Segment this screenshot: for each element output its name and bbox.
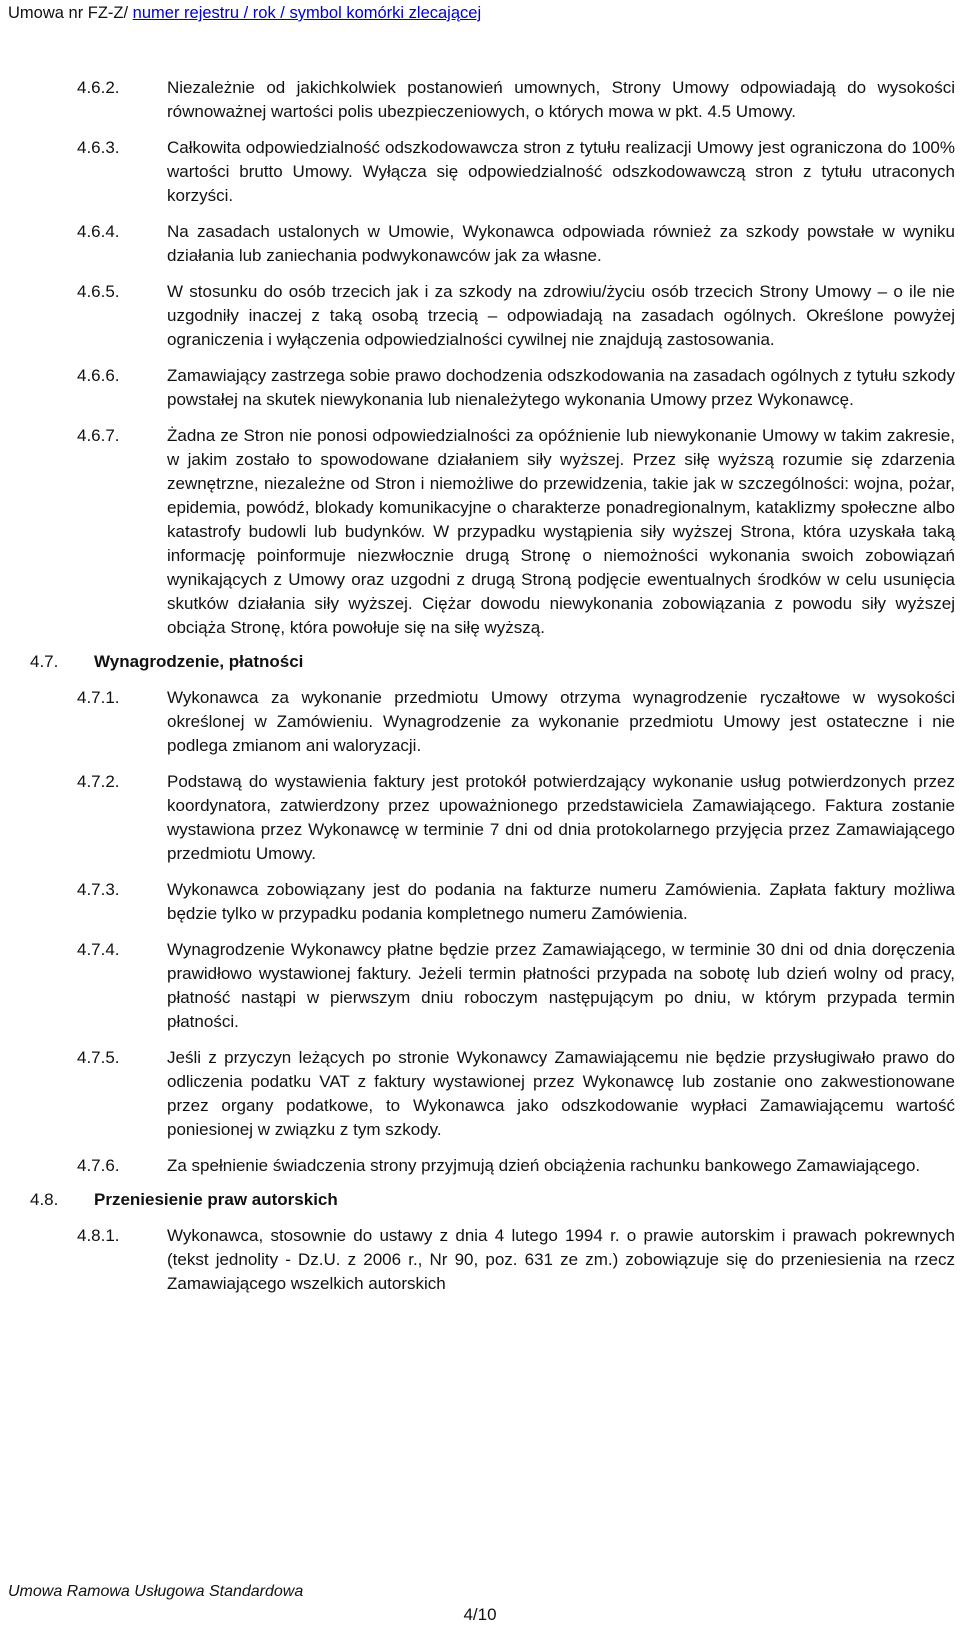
clause-item bbox=[0, 1224, 960, 1296]
section-title: Wynagrodzenie, płatności bbox=[94, 652, 304, 671]
clause-item bbox=[0, 878, 960, 926]
clause-group-4-6 bbox=[0, 76, 960, 640]
clause-number: 4.6.3. bbox=[77, 138, 120, 157]
clause-group-4-7 bbox=[0, 686, 960, 1178]
clause-text: Za spełnienie świadczenia strony przyjmują dzień obciążenia rachunku bankowego Zamawiającego. bbox=[167, 1156, 921, 1175]
clause-item bbox=[0, 686, 960, 758]
clause-item bbox=[0, 1154, 960, 1178]
clause-item bbox=[0, 136, 960, 208]
clause-item bbox=[0, 76, 960, 124]
document-body bbox=[0, 76, 960, 1308]
clause-text: Podstawą do wystawienia faktury jest protokół potwierdzający wykonanie usług potwierdzonych przez koordynatora, zatwierdzony przez upoważnionego przedstawiciela Zamawiającego. Faktura zostanie wystawiona przez Wykonawcę w terminie 7 dni od dnia protokolarnego przyjęcia przez Zamawiającego przedmiotu Umowy. bbox=[167, 772, 955, 863]
clause-number: 4.6.4. bbox=[77, 222, 120, 241]
clause-item bbox=[0, 220, 960, 268]
clause-item bbox=[0, 770, 960, 866]
section-title: Przeniesienie praw autorskich bbox=[94, 1190, 338, 1209]
clause-number: 4.6.5. bbox=[77, 282, 120, 301]
clause-item bbox=[0, 364, 960, 412]
clause-text: Jeśli z przyczyn leżących po stronie Wykonawcy Zamawiającemu nie będzie przysługiwało prawo do odliczenia podatku VAT z faktury wystawionej przez Wykonawcę lub zostanie ono zakwestionowane przez organy podatkowe, to Wykonawca jako odszkodowanie wypłaci Zamawiającemu wartość poniesionej w związku z tym szkody. bbox=[167, 1048, 955, 1139]
footer-document-name: Umowa Ramowa Usługowa Standardowa bbox=[8, 1583, 304, 1600]
clause-number: 4.7.1. bbox=[77, 688, 120, 707]
header-registry-link[interactable]: numer rejestru / rok / symbol komórki zlecającej bbox=[132, 4, 482, 22]
clause-number: 4.6.6. bbox=[77, 366, 120, 385]
page-header bbox=[8, 4, 481, 23]
clause-number: 4.7.3. bbox=[77, 880, 120, 899]
section-number: 4.8. bbox=[30, 1190, 59, 1209]
section-heading-4-7 bbox=[0, 650, 960, 676]
clause-item bbox=[0, 280, 960, 352]
header-contract-number: Umowa nr FZ-Z/ bbox=[8, 4, 133, 22]
footer-page-number: 4/10 bbox=[463, 1605, 497, 1624]
clause-text: Niezależnie od jakichkolwiek postanowień umownych, Strony Umowy odpowiadają do wysokości równoważnej wartości polis ubezpieczeniowych, o których mowa w pkt. 4.5 Umowy. bbox=[167, 78, 955, 121]
clause-number: 4.7.4. bbox=[77, 940, 120, 959]
clause-item bbox=[0, 424, 960, 640]
clause-group-4-8 bbox=[0, 1224, 960, 1296]
section-number: 4.7. bbox=[30, 652, 59, 671]
clause-text: Zamawiający zastrzega sobie prawo dochodzenia odszkodowania na zasadach ogólnych z tytułu szkody powstałej na skutek niewykonania lub nienależytego wykonania Umowy przez Wykonawcę. bbox=[167, 366, 955, 409]
clause-number: 4.8.1. bbox=[77, 1226, 120, 1245]
clause-number: 4.7.5. bbox=[77, 1048, 120, 1067]
clause-number: 4.6.2. bbox=[77, 78, 120, 97]
clause-text: W stosunku do osób trzecich jak i za szkody na zdrowiu/życiu osób trzecich Strony Umowy – o ile nie uzgodniły inaczej z taką osobą trzecią – odpowiadają na zasadach ogólnych. Określone powyżej ograniczenia i wyłączenia odpowiedzialności cywilnej nie znajdują zastosowania. bbox=[167, 282, 955, 349]
clause-item bbox=[0, 938, 960, 1034]
clause-text: Wynagrodzenie Wykonawcy płatne będzie przez Zamawiającego, w terminie 30 dni od dnia doręczenia prawidłowo wystawionej faktury. Jeżeli termin płatności przypada na sobotę lub dzień wolny od pracy, płatność nastąpi w pierwszym dniu roboczym następującym po dniu, w którym przypada termin płatności. bbox=[167, 940, 955, 1031]
clause-text: Wykonawca zobowiązany jest do podania na fakturze numeru Zamówienia. Zapłata faktury możliwa będzie tylko w przypadku podania kompletnego numeru Zamówienia. bbox=[167, 880, 955, 923]
clause-number: 4.7.2. bbox=[77, 772, 120, 791]
clause-number: 4.6.7. bbox=[77, 426, 120, 445]
clause-text: Całkowita odpowiedzialność odszkodowawcza stron z tytułu realizacji Umowy jest ograniczona do 100% wartości brutto Umowy. Wyłącza się odpowiedzialność odszkodowawczą stron z tytułu utraconych korzyści. bbox=[167, 138, 955, 205]
clause-text: Wykonawca, stosownie do ustawy z dnia 4 lutego 1994 r. o prawie autorskim i prawach pokrewnych (tekst jednolity - Dz.U. z 2006 r., Nr 90, poz. 631 ze zm.) zobowiązuje się do przeniesienia na rzecz Zamawiającego wszelkich autorskich bbox=[167, 1226, 955, 1293]
clause-text: Na zasadach ustalonych w Umowie, Wykonawca odpowiada również za szkody powstałe w wyniku działania lub zaniechania podwykonawców jak za własne. bbox=[167, 222, 955, 265]
clause-number: 4.7.6. bbox=[77, 1156, 120, 1175]
clause-text: Żadna ze Stron nie ponosi odpowiedzialności za opóźnienie lub niewykonanie Umowy w takim zakresie, w jakim zostało to spowodowane działaniem siły wyższej. Przez siłę wyższą rozumie się zdarzenia zewnętrzne, niezależne od Stron i niemożliwe do przewidzenia, takie jak w szczególności: wojna, pożar, epidemia, powódź, blokady komunikacyjne o charakterze ponadregionalnym, kataklizmy społeczne albo katastrofy budowli lub budynków. W przypadku wystąpienia siły wyższej Strona, która uzyskała taką informację poinformuje niezwłocznie drugą Stronę o niemożności wykonania swoich zobowiązań wynikających z Umowy oraz uzgodni z drugą Stroną podjęcie ewentualnych środków w celu usunięcia skutków działania siły wyższej. Ciężar dowodu niewykonania zobowiązania z powodu siły wyższej obciąża Stronę, która powołuje się na siłę wyższą. bbox=[167, 426, 955, 637]
clause-item bbox=[0, 1046, 960, 1142]
section-heading-4-8 bbox=[0, 1188, 960, 1214]
clause-text: Wykonawca za wykonanie przedmiotu Umowy otrzyma wynagrodzenie ryczałtowe w wysokości określonej w Zamówieniu. Wynagrodzenie za wykonanie przedmiotu Umowy jest ostateczne i nie podlega zmianom ani waloryzacji. bbox=[167, 688, 955, 755]
